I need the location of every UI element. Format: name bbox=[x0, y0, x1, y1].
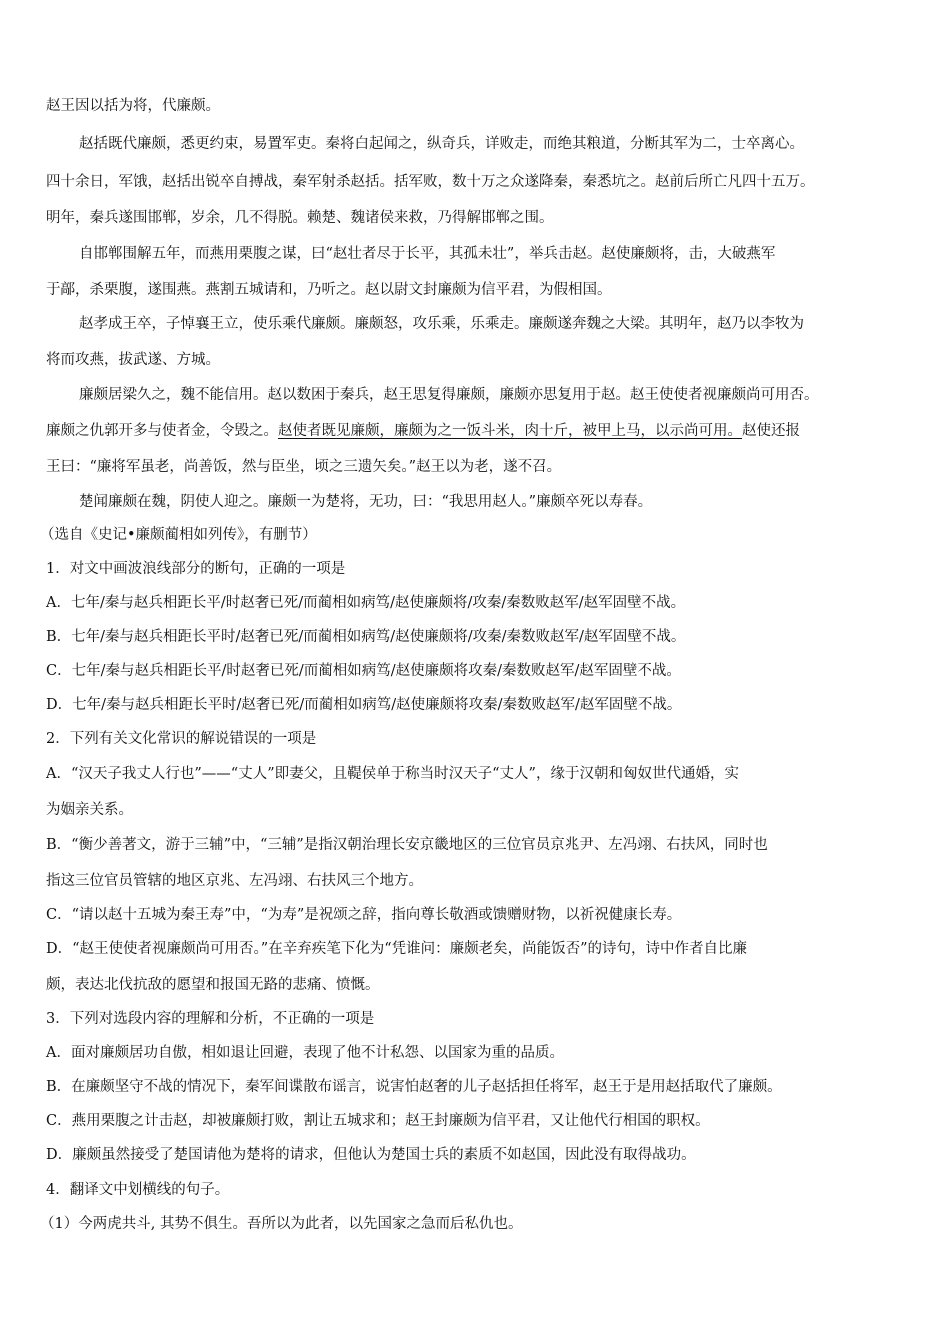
question-2-option-d: D．“赵王使使者视廉颇尚可用否。”在辛弃疾笔下化为“凭谁问：廉颇老矣，尚能饭否”的诗句，诗中作者自比廉 bbox=[46, 941, 748, 957]
passage-line bbox=[46, 421, 800, 441]
question-1-option-c: C．七年/秦与赵兵相距长平/时赵奢已死/而蔺相如病笃/赵使廉颇将攻秦/秦数败赵军/赵军固壁不战。 bbox=[46, 663, 681, 679]
question-1-option-d: D．七年/秦与赵兵相距长平时/赵奢已死/而蔺相如病笃/赵使廉颇将攻秦/秦数败赵军/赵军固壁不战。 bbox=[46, 697, 682, 713]
passage-line: 自邯郸围解五年，而燕用栗腹之谋，曰“赵壮者尽于长平，其孤未壮”，举兵击赵。赵使廉颇将，击，大破燕军 bbox=[79, 246, 776, 262]
passage-text: 廉颇之仇郭开多与使者金，令毁之。 bbox=[46, 423, 278, 439]
passage-line: 王曰：“廉将军虽老，尚善饭，然与臣坐，顷之三遗矢矣。”赵王以为老，遂不召。 bbox=[46, 459, 562, 475]
passage-line: 明年，秦兵遂围邯郸，岁余，几不得脱。赖楚、魏诸侯来救，乃得解邯郸之围。 bbox=[46, 210, 554, 226]
passage-text: 赵使还报 bbox=[742, 423, 800, 439]
question-4-stem: 4．翻译文中划横线的句子。 bbox=[46, 1182, 230, 1198]
question-1-option-b: B．七年/秦与赵兵相距长平时/赵奢已死/而蔺相如病笃/赵使廉颇将/攻秦/秦数败赵军/赵军固壁不战。 bbox=[46, 629, 686, 645]
underlined-sentence: 赵使者既见廉颇，廉颇为之一饭斗米，肉十斤，被甲上马，以示尚可用。 bbox=[278, 423, 742, 439]
passage-line: 赵王因以括为将，代廉颇。 bbox=[46, 98, 220, 114]
question-3-option-a: A．面对廉颇居功自傲，相如退让回避，表现了他不计私怨、以国家为重的品质。 bbox=[46, 1045, 564, 1061]
question-3-stem: 3．下列对选段内容的理解和分析，不正确的一项是 bbox=[46, 1011, 375, 1027]
passage-line: 赵括既代廉颇，悉更约束，易置军吏。秦将白起闻之，纵奇兵，详败走，而绝其粮道，分断其军为二，士卒离心。 bbox=[79, 136, 804, 152]
passage-line: 四十余日，军饿，赵括出锐卒自搏战，秦军射杀赵括。括军败，数十万之众遂降秦，秦悉坑之。赵前后所亡凡四十五万。 bbox=[46, 174, 815, 190]
passage-line: 廉颇居梁久之，魏不能信用。赵以数困于秦兵，赵王思复得廉颇，廉颇亦思复用于赵。赵王使使者视廉颇尚可用否。 bbox=[79, 387, 819, 403]
question-2-option-a-cont: 为姻亲关系。 bbox=[46, 802, 133, 818]
passage-source: （选自《史记•廉颇蔺相如列传》，有删节） bbox=[40, 527, 317, 543]
question-3-option-c: C．燕用栗腹之计击赵，却被廉颇打败，割让五城求和；赵王封廉颇为信平君，又让他代行相国的职权。 bbox=[46, 1113, 710, 1129]
question-2-option-d-cont: 颇，表达北伐抗敌的愿望和报国无路的悲痛、愤慨。 bbox=[46, 977, 380, 993]
question-2-stem: 2．下列有关文化常识的解说错误的一项是 bbox=[46, 731, 317, 747]
question-1-stem: 1．对文中画波浪线部分的断句，正确的一项是 bbox=[46, 561, 346, 577]
question-3-option-b: B．在廉颇坚守不战的情况下，秦军间谍散布谣言，说害怕赵奢的儿子赵括担任将军，赵王于是用赵括取代了廉颇。 bbox=[46, 1079, 782, 1095]
question-2-option-a: A．“汉天子我丈人行也”——“丈人”即妻父，且鞮侯单于称当时汉天子“丈人”，缘于汉朝和匈奴世代通婚，实 bbox=[46, 766, 739, 782]
question-2-option-b-cont: 指这三位官员管辖的地区京兆、左冯翊、右扶风三个地方。 bbox=[46, 873, 423, 889]
question-3-option-d: D．廉颇虽然接受了楚国请他为楚将的请求，但他认为楚国士兵的素质不如赵国，因此没有取得战功。 bbox=[46, 1147, 696, 1163]
question-4-sentence-1: （1）今两虎共斗, 其势不俱生。吾所以为此者，以先国家之急而后私仇也。 bbox=[40, 1216, 523, 1232]
question-2-option-b: B．“衡少善著文，游于三辅”中，“三辅”是指汉朝治理长安京畿地区的三位官员京兆尹、左冯翊、右扶风，同时也 bbox=[46, 837, 768, 853]
question-1-option-a: A．七年/秦与赵兵相距长平/时赵奢已死/而蔺相如病笃/赵使廉颇将/攻秦/秦数败赵军/赵军固壁不战。 bbox=[46, 595, 686, 611]
passage-line: 赵孝成王卒，子悼襄王立，使乐乘代廉颇。廉颇怒，攻乐乘，乐乘走。廉颇遂奔魏之大梁。其明年，赵乃以李牧为 bbox=[79, 316, 804, 332]
question-2-option-c: C．“请以赵十五城为秦王寿”中，“为寿”是祝颂之辞，指向尊长敬酒或馈赠财物，以祈祝健康长寿。 bbox=[46, 907, 682, 923]
passage-line: 将而攻燕，拔武遂、方城。 bbox=[46, 352, 220, 368]
passage-line: 于鄗，杀栗腹，遂围燕。燕割五城请和，乃听之。赵以尉文封廉颇为信平君，为假相国。 bbox=[46, 282, 612, 298]
passage-line: 楚闻廉颇在魏，阴使人迎之。廉颇一为楚将，无功，曰：“我思用赵人。”廉颇卒死以寿春。 bbox=[79, 494, 653, 510]
